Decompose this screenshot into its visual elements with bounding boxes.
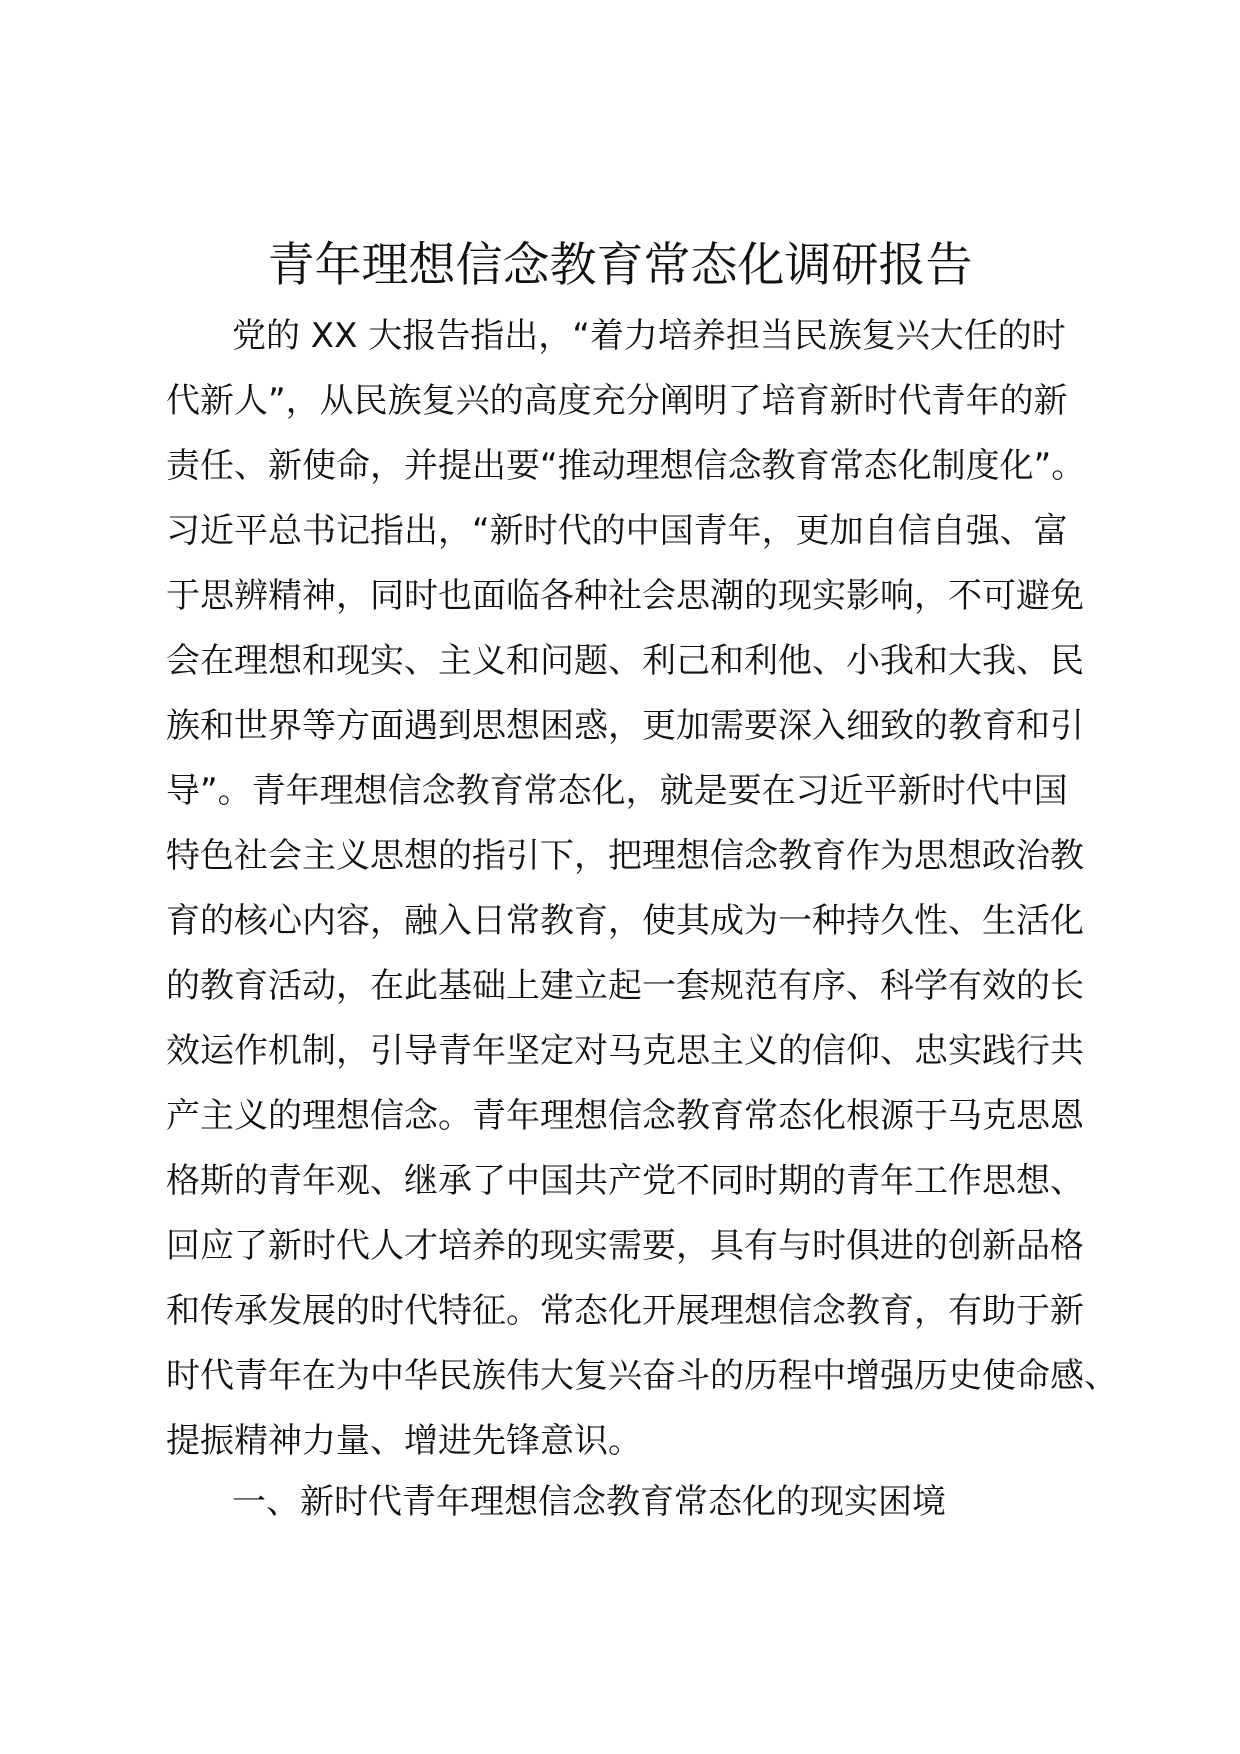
paragraph-line: 产主义的理想信念。青年理想信念教育常态化根源于马克思恩: [166, 1096, 1084, 1136]
intro-paragraph: [166, 304, 1118, 1474]
paragraph-line: 会在理想和现实、主义和问题、利己和利他、小我和大我、民: [166, 641, 1084, 681]
paragraph-line: 提振精神力量、增进先锋意识。: [166, 1421, 642, 1461]
paragraph-line: 效运作机制，引导青年坚定对马克思主义的信仰、忠实践行共: [166, 1031, 1084, 1071]
paragraph-line: 格斯的青年观、继承了中国共产党不同时期的青年工作思想、: [166, 1161, 1084, 1201]
paragraph-line: 时代青年在为中华民族伟大复兴奋斗的历程中增强历史使命感、: [166, 1356, 1118, 1396]
paragraph-line: 回应了新时代人才培养的现实需要，具有与时俱进的创新品格: [166, 1226, 1084, 1266]
paragraph-line: 和传承发展的时代特征。常态化开展理想信念教育，有助于新: [166, 1291, 1084, 1331]
paragraph-line: 族和世界等方面遇到思想困惑，更加需要深入细致的教育和引: [166, 706, 1084, 746]
paragraph-line: 导”。青年理想信念教育常态化，就是要在习近平新时代中国: [166, 771, 1068, 811]
paragraph-line: 于思辨精神，同时也面临各种社会思潮的现实影响，不可避免: [166, 576, 1084, 616]
section-heading: 一、新时代青年理想信念教育常态化的现实困境: [232, 1482, 946, 1522]
paragraph-line: 责任、新使命，并提出要“推动理想信念教育常态化制度化”。: [166, 446, 1086, 486]
paragraph-line: 育的核心内容，融入日常教育，使其成为一种持久性、生活化: [166, 901, 1084, 941]
paragraph-line: 代新人”，从民族复兴的高度充分阐明了培育新时代青年的新: [166, 381, 1068, 421]
paragraph-line: 特色社会主义思想的指引下，把理想信念教育作为思想政治教: [166, 836, 1084, 876]
paragraph-line: 习近平总书记指出，“新时代的中国青年，更加自信自强、富: [166, 511, 1068, 551]
document-title: 青年理想信念教育常态化调研报告: [267, 238, 973, 293]
paragraph-line: 党的 XX 大报告指出，“着力培养担当民族复兴大任的时: [232, 316, 1066, 356]
paragraph-line: 的教育活动，在此基础上建立起一套规范有序、科学有效的长: [166, 966, 1084, 1006]
